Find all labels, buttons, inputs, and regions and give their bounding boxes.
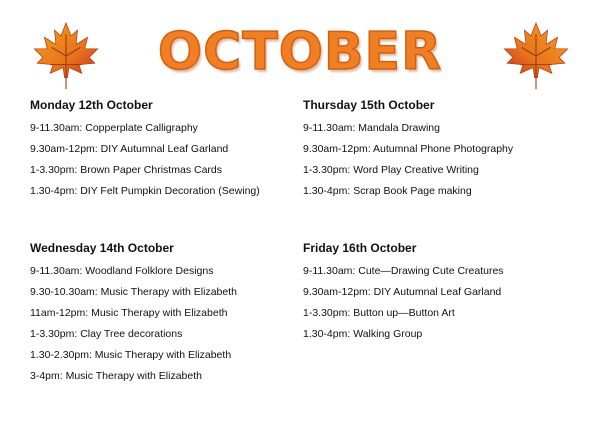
activity-item: 9-11.30am: Cute—Drawing Cute Creatures	[303, 265, 504, 277]
activity-item: 1.30-4pm: Scrap Book Page making	[303, 185, 472, 197]
day-heading: Wednesday 14th October	[30, 241, 174, 255]
day-heading: Thursday 15th October	[303, 98, 435, 112]
day-section-wednesday	[30, 241, 300, 391]
activity-item: 11am-12pm: Music Therapy with Elizabeth	[30, 307, 228, 319]
activity-item: 9.30am-12pm: Autumnal Phone Photography	[303, 143, 514, 155]
activity-item: 1.30-2.30pm: Music Therapy with Elizabeth	[30, 349, 232, 361]
activity-item: 9.30am-12pm: DIY Autumnal Leaf Garland	[30, 143, 229, 155]
activity-item: 1-3.30pm: Button up—Button Art	[303, 307, 455, 319]
day-section-thursday	[303, 98, 573, 206]
activity-item: 9-11.30am: Woodland Folklore Designs	[30, 265, 214, 277]
activity-item: 1.30-4pm: DIY Felt Pumpkin Decoration (Sewing)	[30, 185, 260, 197]
day-section-friday	[303, 241, 573, 349]
activity-item: 1-3.30pm: Word Play Creative Writing	[303, 164, 479, 176]
activity-list	[30, 265, 300, 383]
activity-list	[30, 122, 300, 198]
day-section-monday	[30, 98, 300, 206]
activity-item: 1.30-4pm: Walking Group	[303, 328, 423, 340]
activity-item: 1-3.30pm: Brown Paper Christmas Cards	[30, 164, 222, 176]
activity-item: 9-11.30am: Copperplate Calligraphy	[30, 122, 198, 134]
activity-item: 1-3.30pm: Clay Tree decorations	[30, 328, 183, 340]
activity-list	[303, 265, 573, 341]
activity-item: 9-11.30am: Mandala Drawing	[303, 122, 440, 134]
activity-item: 9.30-10.30am: Music Therapy with Elizabeth	[30, 286, 237, 298]
activity-item: 3-4pm: Music Therapy with Elizabeth	[30, 370, 202, 382]
activity-list	[303, 122, 573, 198]
day-heading: Monday 12th October	[30, 98, 153, 112]
page-title: OCTOBER	[157, 22, 443, 82]
activity-item: 9.30am-12pm: DIY Autumnal Leaf Garland	[303, 286, 502, 298]
day-heading: Friday 16th October	[303, 241, 417, 255]
